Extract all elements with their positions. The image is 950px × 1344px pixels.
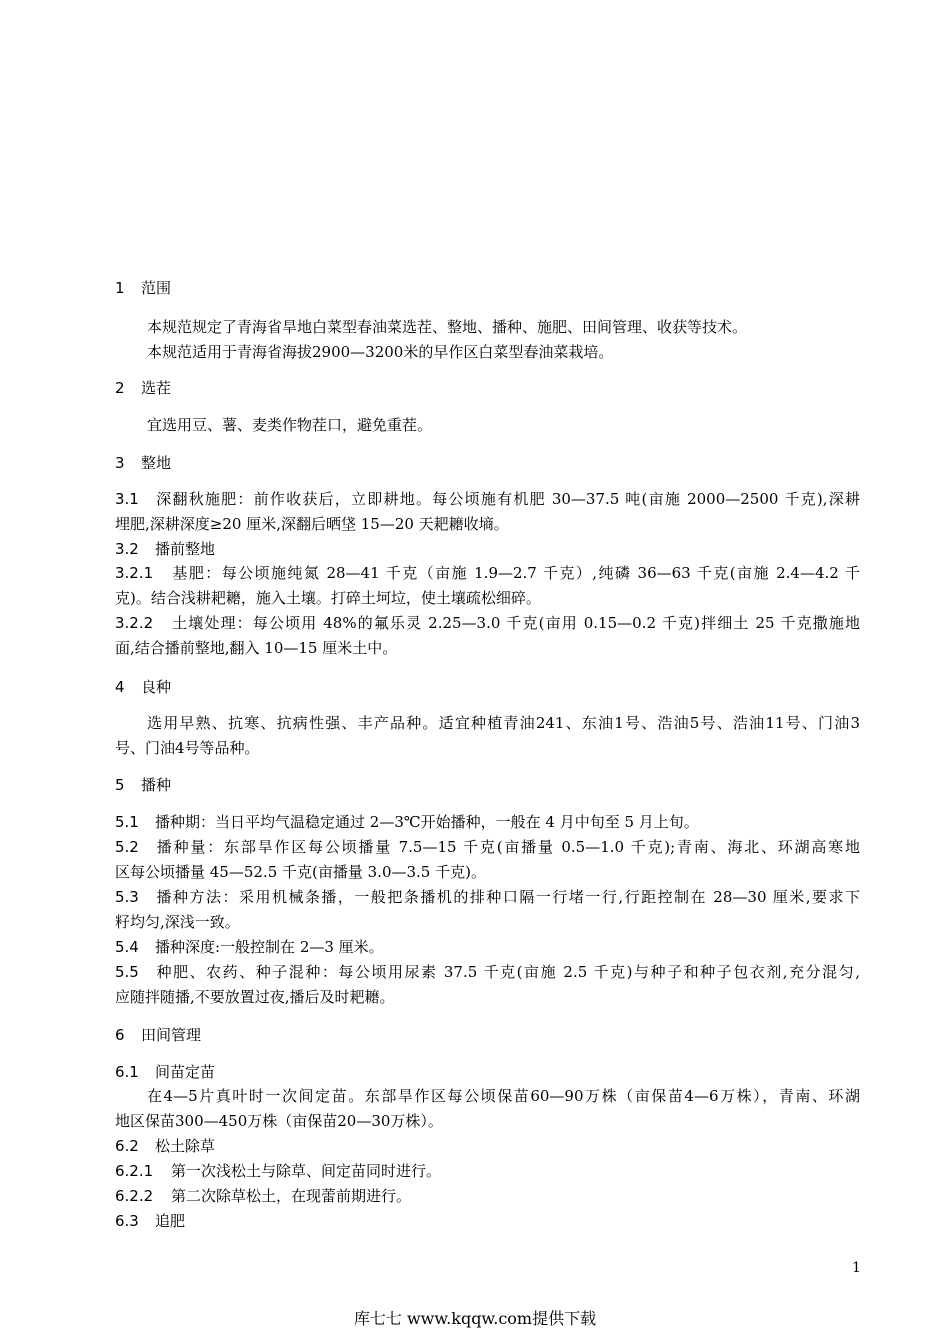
paragraph: 宜选用豆、薯、麦类作物茬口，避免重茬。 xyxy=(147,416,433,434)
clause-number: 6.2.2 xyxy=(115,1187,154,1205)
clause-text-cont: 埋肥,深耕深度≥20 厘米,深翻后晒垡 15—20 天耙耱收墒。 xyxy=(115,515,509,533)
section-number: 6 xyxy=(115,1026,125,1044)
section-title: 良种 xyxy=(141,678,172,696)
section-number: 5 xyxy=(115,776,125,794)
clause-text: 基肥：每公顷施纯氮 28—41 千克（亩施 1.9—2.7 千克）,纯磷 36—63 千克(亩施 2.4—4.2 千 xyxy=(171,564,860,582)
clause-text: 播种期：当日平均气温稳定通过 2—3℃开始播种，一般在 4 月中旬至 5 月上旬。 xyxy=(155,813,699,831)
clause-number: 3.1 xyxy=(115,490,139,508)
clause-number: 6.1 xyxy=(115,1063,139,1081)
clause-5-5 xyxy=(115,961,860,983)
clause-5-2 xyxy=(115,836,860,858)
clause-number: 6.2 xyxy=(115,1137,139,1155)
clause-text-cont: 面,结合播前整地,翻入 10—15 厘米土中。 xyxy=(115,639,398,657)
clause-text: 土壤处理：每公顷用 48%的氟乐灵 2.25—3.0 千克(亩用 0.15—0.2 千克)拌细土 25 千克撒施地 xyxy=(171,614,860,632)
section-3-heading xyxy=(115,452,171,474)
section-1-heading xyxy=(115,277,171,299)
clause-title: 间苗定苗 xyxy=(155,1063,216,1081)
clause-text-cont: 籽均匀,深浅一致。 xyxy=(115,913,240,931)
clause-text: 播种量：东部旱作区每公顷播量 7.5—15 千克(亩播量 0.5—1.0 千克);青南、海北、环湖高寒地 xyxy=(155,838,860,856)
clause-title: 松土除草 xyxy=(155,1137,216,1155)
clause-6-1-heading xyxy=(115,1061,215,1083)
section-number: 1 xyxy=(115,279,125,297)
clause-number: 6.3 xyxy=(115,1212,139,1230)
clause-number: 3.2 xyxy=(115,540,139,558)
section-number: 4 xyxy=(115,678,125,696)
clause-text: 第一次浅松土与除草、间定苗同时进行。 xyxy=(171,1162,442,1180)
section-4-heading xyxy=(115,676,171,698)
paragraph-cont: 号、门油4号等品种。 xyxy=(115,739,260,757)
clause-text: 播种方法：采用机械条播，一般把条播机的排种口隔一行堵一行,行距控制在 28—30 厘米,要求下 xyxy=(155,888,860,906)
clause-number: 5.1 xyxy=(115,813,139,831)
paragraph-cont: 地区保苗300—450万株（亩保苗20—30万株）。 xyxy=(115,1112,443,1130)
section-number: 2 xyxy=(115,379,125,397)
clause-number: 5.5 xyxy=(115,963,139,981)
clause-title: 追肥 xyxy=(155,1212,186,1230)
clause-6-2-2 xyxy=(115,1185,411,1207)
section-title: 田间管理 xyxy=(141,1026,202,1044)
clause-3-1 xyxy=(115,488,860,510)
section-title: 选茬 xyxy=(141,379,172,397)
clause-number: 5.2 xyxy=(115,838,139,856)
clause-text-cont: 克)。结合浅耕耙耱，施入土壤。打碎土坷垃，使土壤疏松细碎。 xyxy=(115,589,541,607)
clause-6-2-1 xyxy=(115,1160,441,1182)
paragraph: 本规范适用于青海省海拔2900—3200米的早作区白菜型春油菜栽培。 xyxy=(147,343,614,361)
clause-text-cont: 应随拌随播,不要放置过夜,播后及时耙耱。 xyxy=(115,988,395,1006)
section-number: 3 xyxy=(115,454,125,472)
clause-5-3 xyxy=(115,886,860,908)
clause-text: 第二次除草松土，在现蕾前期进行。 xyxy=(171,1187,412,1205)
paragraph: 在4—5片真叶时一次间定苗。东部旱作区每公顷保苗60—90万株（亩保苗4—6万株），青南、环湖 xyxy=(147,1087,860,1105)
clause-5-1 xyxy=(115,811,699,833)
section-6-heading xyxy=(115,1024,201,1046)
section-title: 整地 xyxy=(141,454,172,472)
section-title: 播种 xyxy=(141,776,172,794)
section-title: 范围 xyxy=(141,279,172,297)
section-2-heading xyxy=(115,377,171,399)
paragraph: 本规范规定了青海省旱地白菜型春油菜选茬、整地、播种、施肥、田间管理、收获等技术。 xyxy=(147,318,748,336)
clause-text: 播种深度:一般控制在 2—3 厘米。 xyxy=(155,938,384,956)
clause-number: 5.4 xyxy=(115,938,139,956)
section-5-heading xyxy=(115,774,171,796)
clause-5-4 xyxy=(115,936,384,958)
clause-3-2-2 xyxy=(115,612,860,634)
clause-text: 种肥、农药、种子混种：每公顷用尿素 37.5 千克(亩施 2.5 千克)与种子和种子包衣剂,充分混匀, xyxy=(155,963,860,981)
paragraph: 选用早熟、抗寒、抗病性强、丰产品种。适宜种植青油241、东油1号、浩油5号、浩油11号、门油3 xyxy=(147,714,860,732)
footer-watermark[interactable]: 库七七 www.kqqw.com提供下载 xyxy=(353,1309,597,1328)
clause-number: 3.2.1 xyxy=(115,564,154,582)
clause-text-cont: 区每公顷播量 45—52.5 千克(亩播量 3.0—3.5 千克)。 xyxy=(115,863,486,881)
clause-3-2-heading xyxy=(115,538,215,560)
clause-number: 6.2.1 xyxy=(115,1162,154,1180)
clause-6-3-heading xyxy=(115,1210,185,1232)
clause-number: 5.3 xyxy=(115,888,139,906)
clause-6-2-heading xyxy=(115,1135,215,1157)
page-number: 1 xyxy=(852,1260,861,1276)
clause-text: 深翻秋施肥：前作收获后，立即耕地。每公顷施有机肥 30—37.5 吨(亩施 2000—2500 千克),深耕 xyxy=(155,490,860,508)
clause-number: 3.2.2 xyxy=(115,614,154,632)
clause-title: 播前整地 xyxy=(155,540,216,558)
clause-3-2-1 xyxy=(115,562,860,584)
